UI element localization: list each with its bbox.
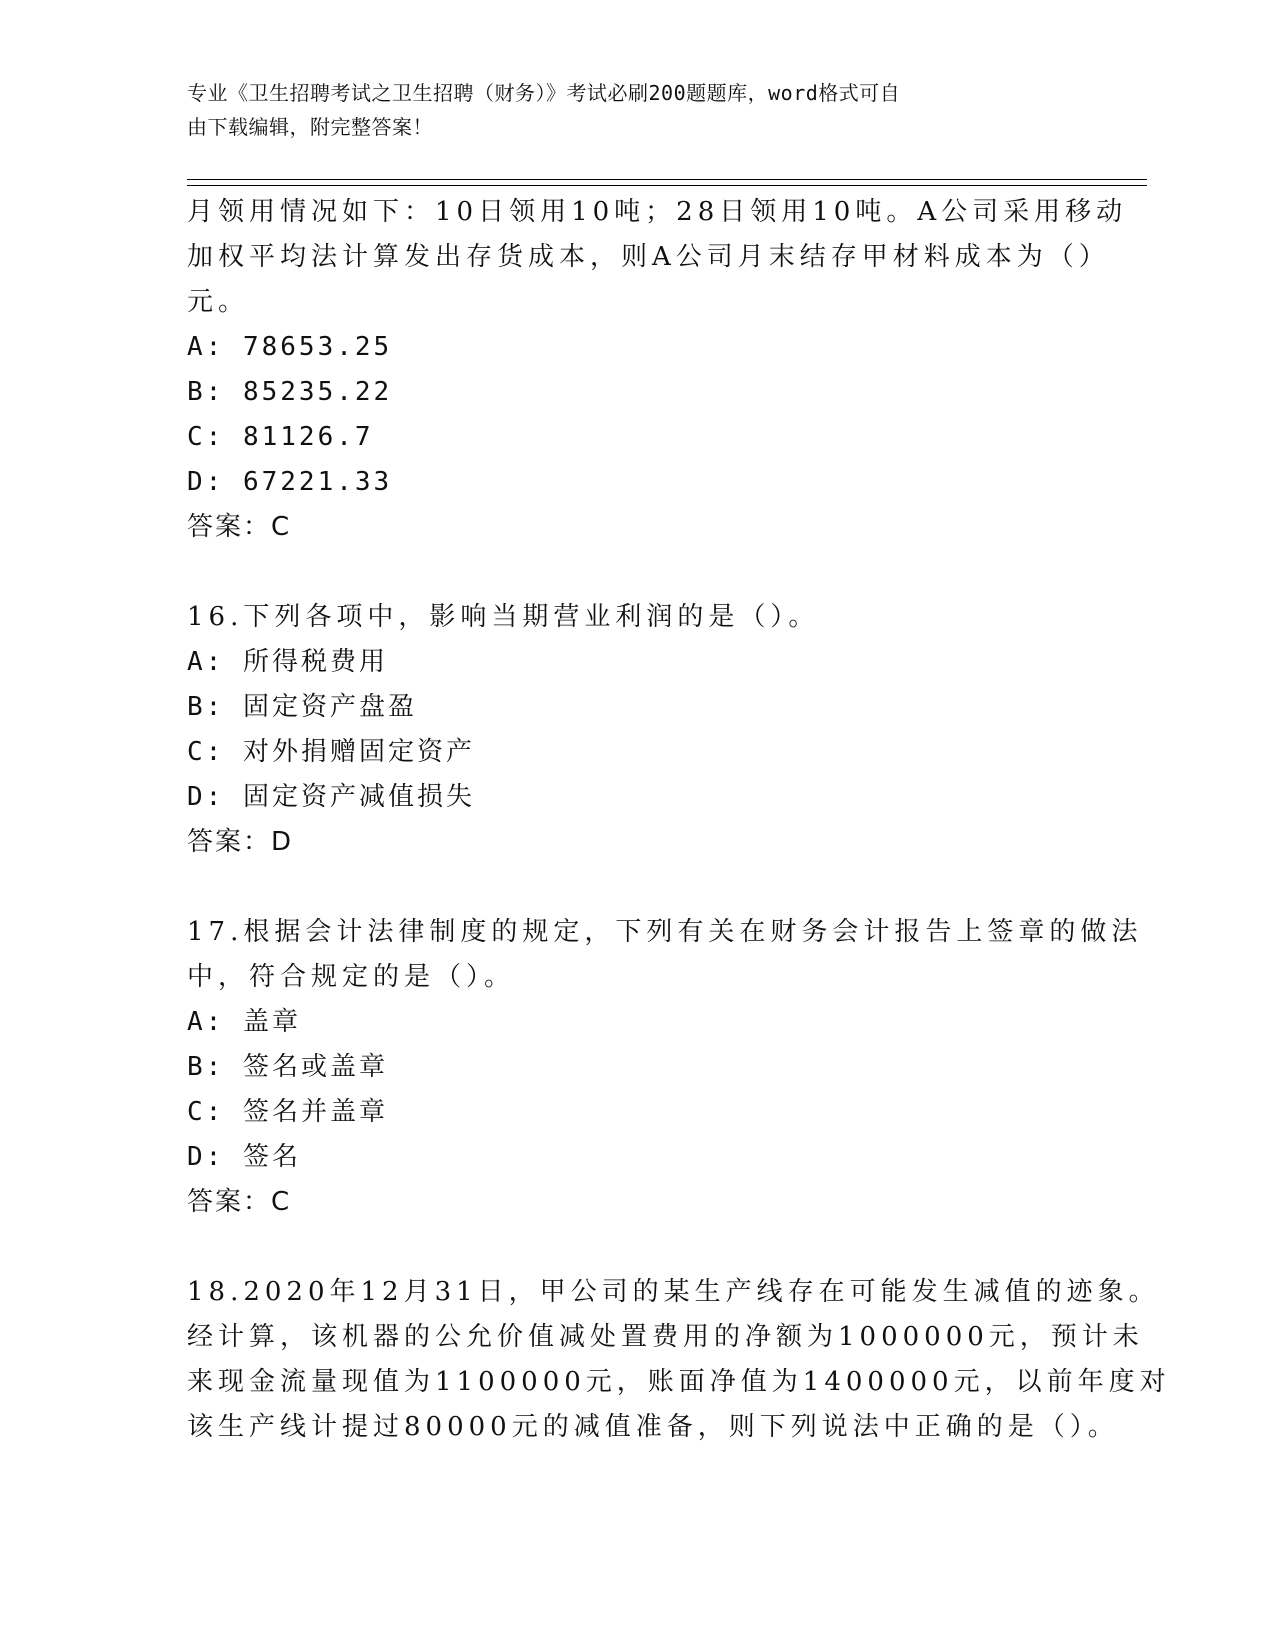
option-d: D: 67221.33	[187, 467, 393, 497]
question-stem-line: 月领用情况如下：10日领用10吨；28日领用10吨。A公司采用移动	[187, 197, 1128, 227]
option-d: D: 签名	[187, 1142, 301, 1172]
question-stem-line: 该生产线计提过80000元的减值准备，则下列说法中正确的是（）。	[187, 1412, 1119, 1442]
question-stem-line: 18.2020年12月31日，甲公司的某生产线存在可能发生减值的迹象。	[187, 1277, 1160, 1307]
question-stem-line: 中，符合规定的是（）。	[187, 962, 516, 992]
question-stem-line: 来现金流量现值为1100000元，账面净值为1400000元，以前年度对	[187, 1367, 1171, 1397]
answer: 答案：C	[187, 512, 292, 542]
spacer	[187, 550, 1087, 595]
question-stem-line: 17.根据会计法律制度的规定，下列有关在财务会计报告上签章的做法	[187, 917, 1143, 947]
question-stem-line: 加权平均法计算发出存货成本，则A公司月末结存甲材料成本为（）	[187, 242, 1110, 272]
question-stem-line: 经计算，该机器的公允价值减处置费用的净额为1000000元，预计未	[187, 1322, 1144, 1352]
header-line-2: 由下载编辑，附完整答案！	[187, 115, 433, 139]
option-b: B: 85235.22	[187, 377, 393, 407]
option-a: A: 78653.25	[187, 332, 393, 362]
spacer	[187, 865, 1087, 910]
header-divider-bottom	[187, 185, 1147, 186]
answer: 答案：D	[187, 827, 294, 857]
question-16	[187, 595, 1087, 865]
document-header	[187, 76, 1087, 144]
question-stem-line: 元。	[187, 287, 250, 317]
option-a: A: 盖章	[187, 1007, 301, 1037]
option-b: B: 签名或盖章	[187, 1052, 388, 1082]
option-c: C: 对外捐赠固定资产	[187, 737, 475, 767]
option-c: C: 81126.7	[187, 422, 374, 452]
question-18	[187, 1270, 1171, 1450]
spacer	[187, 1225, 1087, 1270]
question-17	[187, 910, 1143, 1225]
option-b: B: 固定资产盘盈	[187, 692, 417, 722]
header-line-1: 专业《卫生招聘考试之卫生招聘（财务）》考试必刷200题题库，word格式可自	[187, 81, 901, 105]
option-c: C: 签名并盖章	[187, 1097, 388, 1127]
question-15	[187, 190, 1128, 550]
question-stem-line: 16.下列各项中，影响当期营业利润的是（）。	[187, 602, 820, 632]
option-a: A: 所得税费用	[187, 647, 388, 677]
header-divider-top	[187, 179, 1147, 180]
answer: 答案：C	[187, 1187, 292, 1217]
document-body	[187, 190, 1171, 1450]
option-d: D: 固定资产减值损失	[187, 782, 475, 812]
